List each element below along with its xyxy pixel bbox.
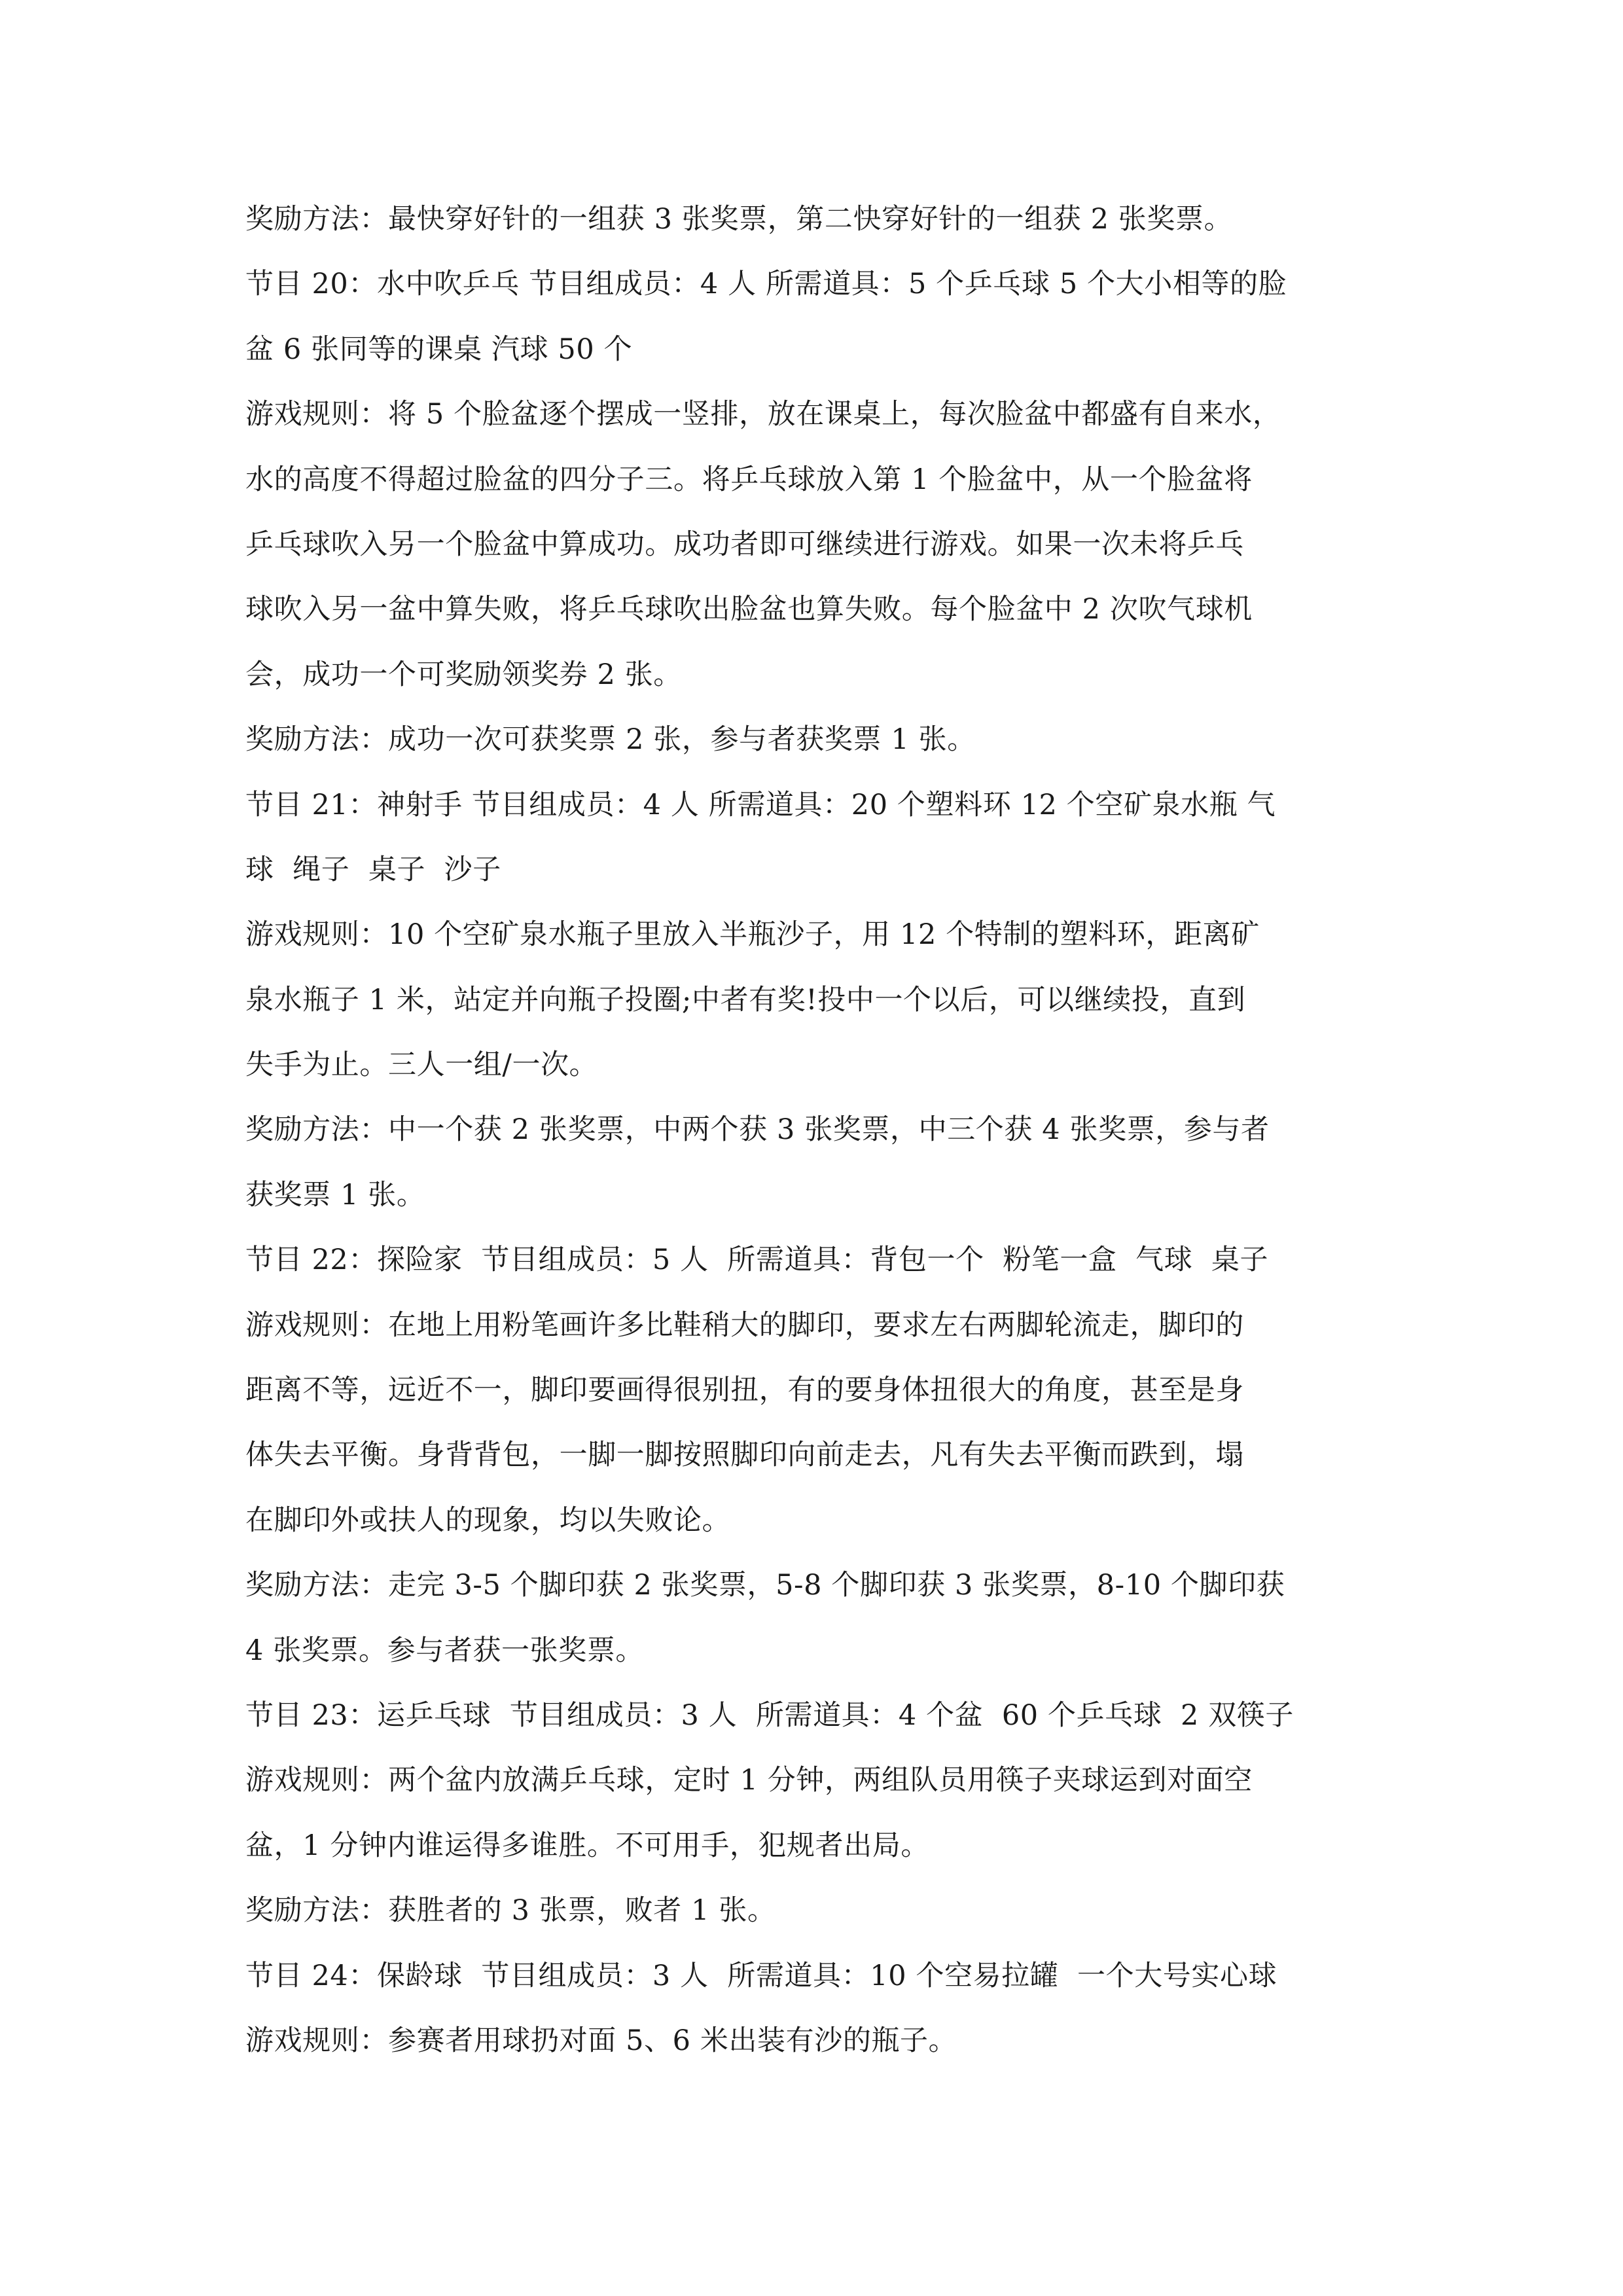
text-line: 游戏规则：两个盆内放满乒乓球，定时 1 分钟，两组队员用筷子夹球运到对面空: [245, 1764, 1253, 1797]
text-line: 球吹入另一盆中算失败，将乒乓球吹出脸盆也算失败。每个脸盆中 2 次吹气球机: [245, 593, 1253, 626]
text-line: 在脚印外或扶人的现象，均以失败论。: [245, 1503, 731, 1537]
text-line: 节目 20：水中吹乒乓 节目组成员：4 人 所需道具：5 个乒乓球 5 个大小相等的脸: [245, 268, 1287, 301]
text-line: 泉水瓶子 1 米，站定并向瓶子投圈;中者有奖!投中一个以后，可以继续投，直到: [245, 983, 1246, 1016]
text-line: 奖励方法：最快穿好针的一组获 3 张奖票，第二快穿好针的一组获 2 张奖票。: [245, 203, 1233, 236]
text-line: 奖励方法：成功一次可获奖票 2 张，参与者获奖票 1 张。: [245, 723, 976, 757]
text-line: 游戏规则：将 5 个脸盆逐个摆成一竖排，放在课桌上，每次脸盆中都盛有自来水，: [245, 398, 1281, 431]
text-line: 游戏规则：10 个空矿泉水瓶子里放入半瓶沙子，用 12 个特制的塑料环，距离矿: [245, 918, 1260, 952]
text-line: 奖励方法：获胜者的 3 张票，败者 1 张。: [245, 1894, 776, 1928]
document-body: [245, 187, 1384, 2073]
text-line: 失手为止。三人一组/一次。: [245, 1049, 598, 1082]
text-line: 奖励方法：走完 3-5 个脚印获 2 张奖票，5-8 个脚印获 3 张奖票，8-10 个脚印获: [245, 1569, 1285, 1602]
text-line: 乒乓球吹入另一个脸盆中算成功。成功者即可继续进行游戏。如果一次未将乒乓: [245, 528, 1244, 561]
text-line: 盆 6 张同等的课桌 汽球 50 个: [245, 332, 633, 366]
text-line: 节目 24：保龄球 节目组成员：3 人 所需道具：10 个空易拉罐 一个大号实心球: [245, 1959, 1277, 1992]
text-line: 球 绳子 桌子 沙子: [245, 853, 501, 886]
text-line: 游戏规则：参赛者用球扔对面 5、6 米出装有沙的瓶子。: [245, 2024, 957, 2057]
text-line: 游戏规则：在地上用粉笔画许多比鞋稍大的脚印，要求左右两脚轮流走，脚印的: [245, 1308, 1244, 1342]
text-line: 节目 23：运乒乓球 节目组成员：3 人 所需道具：4 个盆 60 个乒乓球 2 双筷子: [245, 1698, 1294, 1732]
text-line: 节目 21：神射手 节目组成员：4 人 所需道具：20 个塑料环 12 个空矿泉水瓶 气: [245, 788, 1276, 821]
text-line: 节目 22：探险家 节目组成员：5 人 所需道具：背包一个 粉笔一盒 气球 桌子: [245, 1244, 1269, 1277]
text-line: 体失去平衡。身背背包，一脚一脚按照脚印向前走去，凡有失去平衡而跌到，塌: [245, 1439, 1244, 1472]
text-line: 获奖票 1 张。: [245, 1178, 425, 1211]
text-line: 4 张奖票。参与者获一张奖票。: [245, 1634, 645, 1667]
text-line: 距离不等，远近不一，脚印要画得很别扭，有的要身体扭很大的角度，甚至是身: [245, 1374, 1244, 1407]
text-line: 会，成功一个可奖励领奖券 2 张。: [245, 658, 682, 691]
text-line: 水的高度不得超过脸盆的四分子三。将乒乓球放入第 1 个脸盆中，从一个脸盆将: [245, 463, 1253, 496]
text-line: 盆，1 分钟内谁运得多谁胜。不可用手，犯规者出局。: [245, 1829, 930, 1862]
text-line: 奖励方法：中一个获 2 张奖票，中两个获 3 张奖票，中三个获 4 张奖票，参与者: [245, 1113, 1270, 1147]
